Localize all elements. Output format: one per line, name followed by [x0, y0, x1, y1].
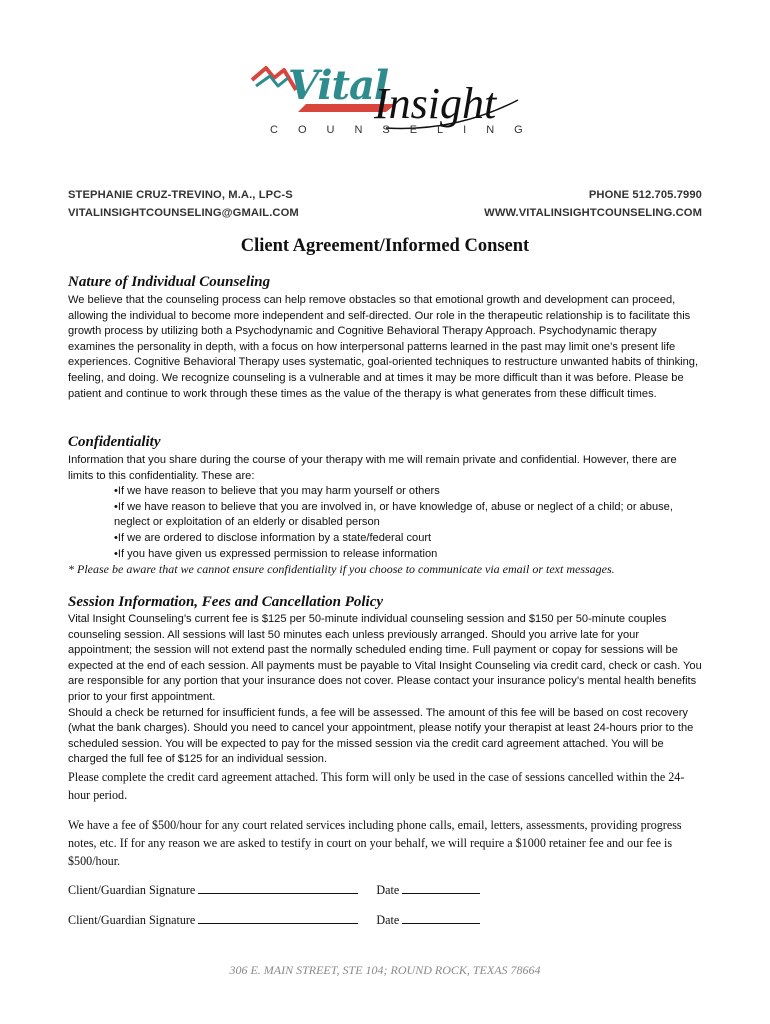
document-title: Client Agreement/Informed Consent [240, 236, 530, 256]
heading-confidentiality: Confidentiality [68, 434, 161, 450]
fees-paragraph-3: Please complete the credit card agreement attached. This form will only be used in the case of sessions cancelled within the 24-hour period. [68, 769, 685, 802]
heading-nature: Nature of Individual Counseling [68, 274, 271, 290]
contact-website: WWW.VITALINSIGHTCOUNSELING.COM [484, 207, 702, 219]
signature-field[interactable] [198, 883, 358, 894]
logo-word-vital: Vital [288, 62, 389, 109]
confidentiality-body [68, 453, 704, 578]
list-item: •If you have given us expressed permission to release information [114, 547, 438, 560]
logo-word-insight: Insight [374, 79, 497, 128]
fees-paragraph-4: We have a fee of $500/hour for any court related services including phone calls, email, letters, assessments, providing progress notes, etc. If for any reason we are asked to testify in court on your behalf, we will require a $1000 retainer fee and our fee is $500/hour. [68, 818, 682, 868]
signature-row-1 [68, 883, 480, 898]
confidentiality-note: * Please be aware that we cannot ensure confidentiality if you choose to communicate via email or text messages. [68, 562, 615, 577]
confidentiality-limits-list [68, 484, 704, 562]
signature-field[interactable] [198, 913, 358, 924]
confidentiality-intro: Information that you share during the course of your therapy with me will remain private and confidential. However, there are limits to this confidentiality. These are: [68, 454, 677, 482]
date-field[interactable] [402, 913, 480, 924]
fees-paragraph-2: Should a check be returned for insufficient funds, a fee will be assessed. The amount of this fee will be based on cost recovery (what the bank charges). Should you need to cancel your appointment, please notify your therapist at least 24-hours prior to the scheduled session. You will be expected to pay for the missed session via the credit card agreement attached. You will be charged the full fee of $125 for an individual session. [68, 706, 694, 766]
date-label: Date [376, 883, 400, 897]
contact-email: VITALINSIGHTCOUNSELING@GMAIL.COM [68, 207, 299, 219]
list-item: •If we have reason to believe that you are involved in, or have knowledge of, abuse or neglect of a child; or abuse, neglect or exploitation of an elderly or disabled person [114, 500, 673, 529]
logo-word-counseling: COUNSELING [270, 124, 543, 136]
list-item: •If we are ordered to disclose information by a state/federal court [114, 531, 432, 544]
therapist-name: STEPHANIE CRUZ-TREVINO, M.A., LPC-S [68, 189, 293, 201]
signature-label: Client/Guardian Signature [68, 883, 196, 897]
footer-address: 306 E. MAIN STREET, STE 104; ROUND ROCK, TEXAS 78664 [229, 963, 541, 977]
vital-insight-logo [236, 60, 543, 142]
date-field[interactable] [402, 883, 480, 894]
fees-body [68, 612, 704, 804]
fees-paragraph-1: Vital Insight Counseling’s current fee is $125 per 50-minute individual counseling session and $150 per 50-minute couples counseling session. All sessions will last 50 minutes each unless previously arranged. Should you arrive late for your appointment; the session will not extend past the normally scheduled ending time. Full payment or copay for sessions will be expected at the end of each session. All payments must be payable to Vital Insight Counseling via credit card, check or cash. You are responsible for any portion that your insurance does not cover. Please contact your insurance policy’s mental health benefits prior to your first appointment. [68, 613, 702, 703]
signature-label: Client/Guardian Signature [68, 913, 196, 927]
nature-body [68, 293, 704, 402]
date-label: Date [376, 913, 400, 927]
contact-phone: PHONE 512.705.7990 [588, 189, 702, 201]
nature-paragraph: We believe that the counseling process can help remove obstacles so that emotional growth and development can proceed, allowing the individual to become more independent and self-directed. Our role in the therapeutic relationship is to facilitate this growth process by utilizing both a Psychodynamic and Cognitive Behavioral Therapy Approach. Psychodynamic therapy examines the personality in depth, with a focus on how interpersonal patterns learned in the past may limit one’s present life experiences. Cognitive Behavioral Therapy uses systematic, goal-oriented techniques to restructure unwanted habits of thinking, feeling, and doing. We recognize counseling is a vulnerable and at times it may be more difficult than it was before. Please be patient and continue to work through these times as the value of the therapy is what generates from these difficult times. [68, 294, 699, 400]
court-fees-paragraph [68, 816, 704, 870]
list-item: •If we have reason to believe that you may harm yourself or others [114, 485, 440, 498]
heading-fees: Session Information, Fees and Cancellation Policy [68, 594, 384, 610]
signature-row-2 [68, 913, 480, 928]
